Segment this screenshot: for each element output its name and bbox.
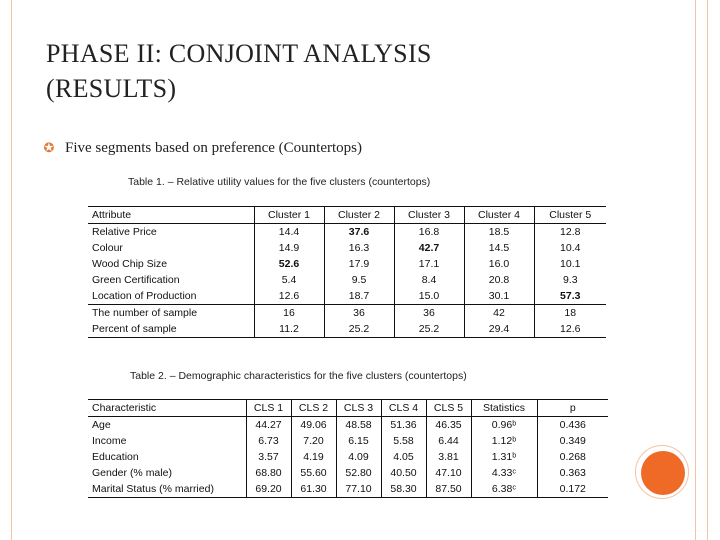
table1-cell: 16.0 bbox=[464, 256, 534, 272]
table2-cell: 44.27 bbox=[246, 417, 291, 434]
table1-row bbox=[88, 305, 606, 322]
table2-cell: 0.268 bbox=[559, 451, 586, 463]
table1-row bbox=[88, 288, 606, 305]
table1-header-row bbox=[88, 207, 606, 224]
table1-cell: Green Certification bbox=[88, 272, 254, 288]
bullet-item bbox=[42, 140, 362, 157]
table2-header-row bbox=[88, 400, 608, 417]
table2-cell: 3.81 bbox=[426, 449, 471, 465]
table1-cell: 25.2 bbox=[324, 321, 394, 338]
table2-cell: 40.50 bbox=[381, 465, 426, 481]
table2-caption: Table 2. – Demographic characteristics for the five clusters (countertops) bbox=[130, 370, 467, 382]
table1-cell: 20.8 bbox=[464, 272, 534, 288]
table2-cell: 6.44 bbox=[426, 433, 471, 449]
table1-cell: Relative Price bbox=[88, 224, 254, 241]
table1-cell: 18 bbox=[534, 305, 606, 322]
table2-header-cell: Statistics bbox=[471, 400, 537, 417]
frame-line-right bbox=[707, 0, 708, 540]
table2-header-cell: p bbox=[537, 400, 608, 417]
table2-cell: 55.60 bbox=[291, 465, 336, 481]
table2-cell: Education bbox=[88, 449, 246, 465]
table2-cell: 0.172 bbox=[537, 481, 608, 498]
table2-cell: 6.15 bbox=[336, 433, 381, 449]
table2-header-cell: CLS 2 bbox=[291, 400, 336, 417]
table2-cell: 0.436 bbox=[559, 419, 586, 431]
table1-row bbox=[88, 240, 606, 256]
table1-header-cell: Cluster 4 bbox=[464, 207, 534, 224]
table2-row bbox=[88, 465, 608, 481]
table1-cell: 36 bbox=[324, 305, 394, 322]
table1-cell: 14.9 bbox=[254, 240, 324, 256]
table1-header-cell: Cluster 3 bbox=[394, 207, 464, 224]
table1-cell: 18.5 bbox=[464, 224, 534, 241]
table1-row bbox=[88, 224, 606, 241]
table1-cell: 5.4 bbox=[254, 272, 324, 288]
table2-row bbox=[88, 449, 608, 465]
bullet-icon: ✪ bbox=[43, 141, 55, 156]
table1-cell: Percent of sample bbox=[88, 321, 254, 338]
table1-cell: 57.3 bbox=[560, 290, 581, 302]
table1-cell: 52.6 bbox=[254, 256, 324, 272]
table1-cell: Location of Production bbox=[88, 288, 254, 305]
table2-row bbox=[88, 433, 608, 449]
table1 bbox=[88, 206, 606, 338]
table1-cell: 10.1 bbox=[560, 258, 581, 270]
table2-cell: 51.36 bbox=[381, 417, 426, 434]
decorative-circle bbox=[641, 451, 685, 495]
table2-header-cell: CLS 3 bbox=[336, 400, 381, 417]
table1-cell: 17.9 bbox=[324, 256, 394, 272]
slide-title bbox=[46, 36, 606, 106]
table2-cell: 47.10 bbox=[426, 465, 471, 481]
table1-cell: Wood Chip Size bbox=[88, 256, 254, 272]
table1-cell: 29.4 bbox=[464, 321, 534, 338]
table1-cell: The number of sample bbox=[88, 305, 254, 322]
table2-cell: 1.31ᵇ bbox=[471, 449, 537, 465]
table2-header-cell: CLS 5 bbox=[426, 400, 471, 417]
table2-cell: 58.30 bbox=[381, 481, 426, 498]
table2-header-cell: CLS 1 bbox=[246, 400, 291, 417]
title-line-2: (RESULTS) bbox=[46, 74, 177, 103]
table1-cell: 11.2 bbox=[254, 321, 324, 338]
table1-header-cell: Cluster 1 bbox=[254, 207, 324, 224]
table2-cell: 4.09 bbox=[336, 449, 381, 465]
table1-cell: 14.5 bbox=[464, 240, 534, 256]
table1-header-cell: Cluster 5 bbox=[534, 207, 606, 224]
table1-header-cell: Cluster 2 bbox=[324, 207, 394, 224]
table1-cell: 14.4 bbox=[254, 224, 324, 241]
table2-cell: 5.58 bbox=[381, 433, 426, 449]
table1-cell: Colour bbox=[88, 240, 254, 256]
table2-cell: Gender (% male) bbox=[88, 465, 246, 481]
table2-cell: 0.96ᵇ bbox=[471, 417, 537, 434]
table1-cell: 18.7 bbox=[324, 288, 394, 305]
table2-cell: 69.20 bbox=[246, 481, 291, 498]
table1-cell: 42 bbox=[464, 305, 534, 322]
table1-row bbox=[88, 321, 606, 338]
table2-cell: 0.349 bbox=[559, 435, 586, 447]
table1-cell: 9.3 bbox=[562, 274, 578, 286]
table2-cell: 49.06 bbox=[291, 417, 336, 434]
table2-cell: 61.30 bbox=[291, 481, 336, 498]
table2-cell: 4.05 bbox=[381, 449, 426, 465]
table1-cell: 16.8 bbox=[394, 224, 464, 241]
table1-cell: 42.7 bbox=[394, 240, 464, 256]
table2-cell: 6.73 bbox=[246, 433, 291, 449]
table2-cell: 4.19 bbox=[291, 449, 336, 465]
table1-cell: 10.4 bbox=[560, 242, 581, 254]
table2-cell: 6.38ᶜ bbox=[471, 481, 537, 498]
table1-cell: 36 bbox=[394, 305, 464, 322]
table2-header-cell: CLS 4 bbox=[381, 400, 426, 417]
table1-cell: 12.8 bbox=[560, 226, 581, 238]
table2-cell: 4.33ᶜ bbox=[471, 465, 537, 481]
frame-line-left bbox=[11, 0, 12, 540]
table2-cell: 7.20 bbox=[291, 433, 336, 449]
title-line-1: PHASE II: CONJOINT ANALYSIS bbox=[46, 39, 432, 68]
frame-line-right-inner bbox=[695, 0, 696, 540]
table2-cell: 68.80 bbox=[246, 465, 291, 481]
table2-cell: Marital Status (% married) bbox=[88, 481, 246, 498]
table1-cell: 30.1 bbox=[464, 288, 534, 305]
table1-cell: 9.5 bbox=[324, 272, 394, 288]
table2-cell: Age bbox=[88, 417, 246, 434]
table1-header-cell: Attribute bbox=[88, 207, 254, 224]
table2-row bbox=[88, 481, 608, 498]
table2-cell: 87.50 bbox=[426, 481, 471, 498]
table1-cell: 12.6 bbox=[254, 288, 324, 305]
table2-cell: 0.363 bbox=[559, 467, 586, 479]
table1-row bbox=[88, 272, 606, 288]
table1-caption: Table 1. – Relative utility values for the five clusters (countertops) bbox=[128, 176, 431, 188]
table1-cell: 12.6 bbox=[534, 321, 606, 338]
table1-cell: 37.6 bbox=[324, 224, 394, 241]
table2-header-cell: Characteristic bbox=[88, 400, 246, 417]
table2-cell: 52.80 bbox=[336, 465, 381, 481]
table1-cell: 25.2 bbox=[394, 321, 464, 338]
table2-row bbox=[88, 417, 608, 434]
bullet-text: Five segments based on preference (Countertops) bbox=[65, 140, 362, 156]
table2-cell: 46.35 bbox=[426, 417, 471, 434]
table2-cell: Income bbox=[88, 433, 246, 449]
table2-cell: 1.12ᵇ bbox=[471, 433, 537, 449]
table1-cell: 15.0 bbox=[394, 288, 464, 305]
table1-cell: 16 bbox=[254, 305, 324, 322]
table1-cell: 17.1 bbox=[394, 256, 464, 272]
table1-cell: 8.4 bbox=[394, 272, 464, 288]
table2 bbox=[88, 399, 608, 498]
table2-cell: 48.58 bbox=[336, 417, 381, 434]
table1-cell: 16.3 bbox=[324, 240, 394, 256]
table1-row bbox=[88, 256, 606, 272]
table2-cell: 77.10 bbox=[336, 481, 381, 498]
table2-cell: 3.57 bbox=[246, 449, 291, 465]
